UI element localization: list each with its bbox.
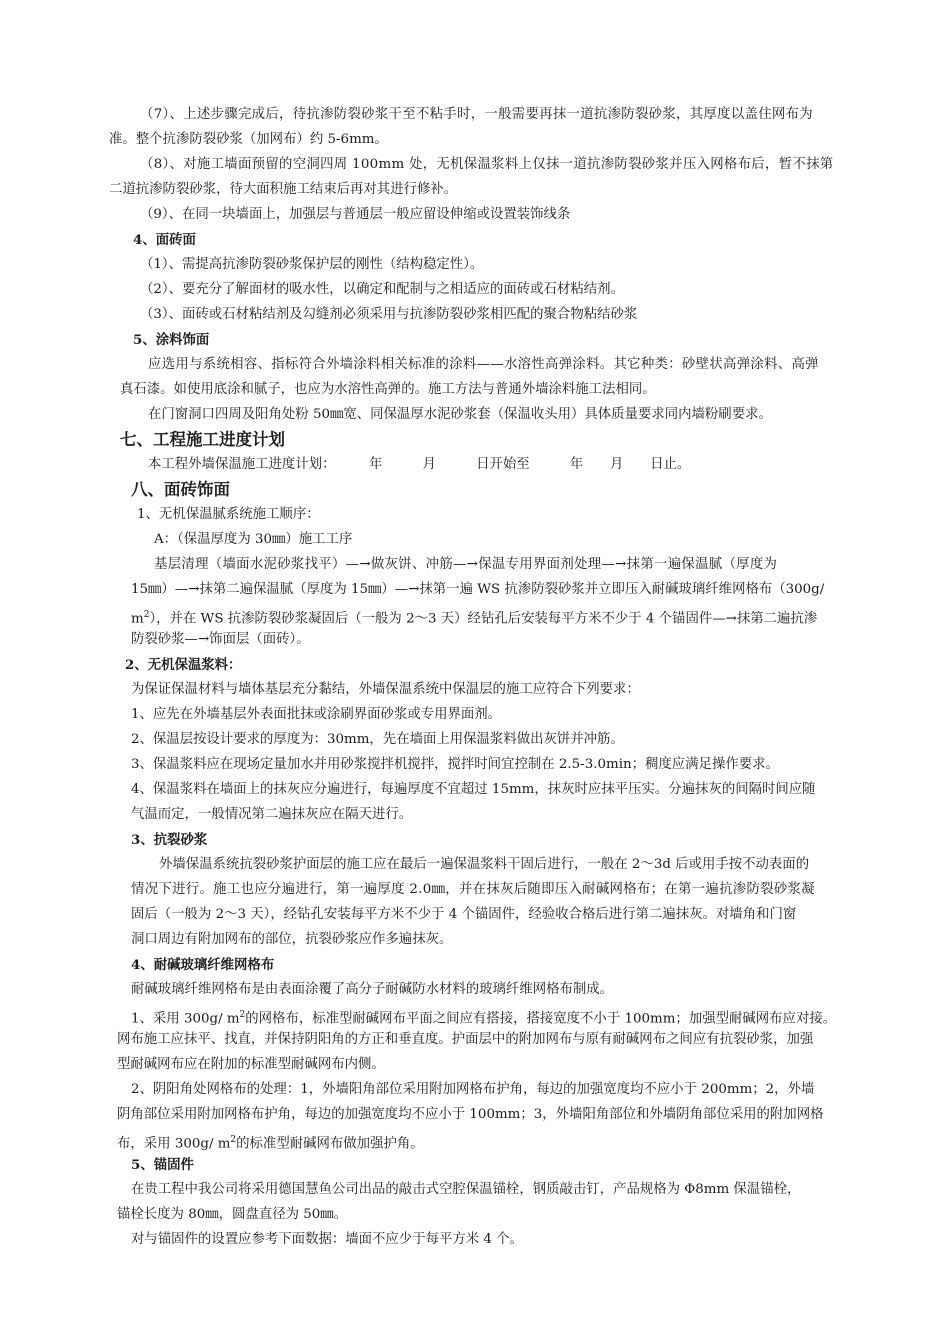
paragraph-line: （8）、对施工墙面预留的空洞四周 100mm 处，无机保温浆料上仅抹一道抗渗防裂砂浆并压入网格布后，暂不抹第	[140, 157, 834, 172]
superscript: 2	[143, 610, 150, 620]
paragraph-line: （9）、在同一块墙面上，加强层与普通层一般应留设伸缩或设置装饰线条	[140, 207, 571, 222]
paragraph-line: 防裂砂浆—→饰面层（面砖）。	[131, 632, 310, 647]
paragraph-line	[117, 1131, 424, 1153]
paragraph-line: 在门窗洞口四周及阳角处粉 50㎜宽、同保温厚水泥砂浆套（保温收头用）具体质量要求同内墙粉刷要求。	[148, 407, 772, 422]
subsection-heading: 5、锚固件	[131, 1157, 194, 1173]
paragraph-line	[131, 606, 817, 628]
paragraph-line	[131, 1006, 836, 1028]
paragraph-line: 固后（一般为 2～3 天），经钻孔安装每平方米不少于 4 个锚固件，经验收合格后进行第二遍抹灰。对墙角和门窗	[131, 907, 797, 922]
paragraph-line: 锚栓长度为 80㎜，圆盘直径为 50㎜。	[117, 1207, 348, 1222]
paragraph-line: 在贵工程中我公司将采用德国慧鱼公司出品的敲击式空腔保温锚栓，钢质敲击钉，产品规格为 Φ8mm 保温锚栓，	[131, 1182, 801, 1197]
superscript: 2	[239, 1010, 246, 1020]
text-run: 的网格布，标准型耐碱网布平面之间应有搭接，搭接宽度不小于 100mm；加强型耐碱网布应对接。	[245, 1011, 837, 1027]
paragraph-line: 洞口周边有附加网布的部位，抗裂砂浆应作多遍抹灰。	[131, 932, 453, 947]
subsection-heading: 2、无机保温浆料：	[125, 657, 242, 673]
paragraph-line: 2、保温层按设计要求的厚度为：30mm，先在墙面上用保温浆料做出灰饼并冲筋。	[131, 732, 624, 747]
paragraph-line: 真石漆。如使用底涂和腻子，也应为水溶性高弹的。施工方法与普通外墙涂料施工法相同。	[120, 382, 656, 397]
paragraph-line: （2）、要充分了解面材的吸水性，以确定和配制与之相适应的面砖或石材粘结剂。	[140, 282, 624, 297]
paragraph-line: 1、无机保温腻系统施工顺序：	[137, 507, 320, 522]
paragraph-line: 15㎜）—→抹第二遍保温腻（厚度为 15㎜）—→抹第一遍 WS 抗渗防裂砂浆并立即压入耐碱玻璃纤维网格布（300g/	[131, 582, 825, 597]
subsection-heading: 4、耐碱玻璃纤维网格布	[131, 957, 275, 973]
text-run: m	[131, 611, 144, 627]
paragraph-line: 气温而定，一般情况第二遍抹灰应在隔天进行。	[131, 807, 413, 822]
subsection-heading: 4、面砖面	[133, 232, 196, 248]
subsection-heading: 3、抗裂砂浆	[131, 832, 208, 848]
paragraph-line: A：（保温厚度为 30㎜）施工工序	[154, 532, 353, 547]
text-run: 布，采用 300g/ m	[117, 1136, 231, 1152]
paragraph-line: 型耐碱网布应在附加的标准型耐碱网布内侧。	[117, 1057, 385, 1072]
paragraph-line: 耐碱玻璃纤维网格布是由表面涂覆了高分子耐碱防水材料的玻璃纤维网格布制成。	[131, 982, 614, 997]
text-run: 的标准型耐碱网布做加强护角。	[236, 1136, 424, 1152]
paragraph-line: 准。整个抗渗防裂砂浆（加网布）约 5-6mm。	[109, 132, 388, 147]
text-run: ），并在 WS 抗渗防裂砂浆凝固后（一般为 2～3 天）经钻孔后安装每平方米不少于 4 个锚固件—→抹第二遍抗渗	[149, 611, 818, 627]
paragraph-line: 二道抗渗防裂砂浆，待大面积施工结束后再对其进行修补。	[109, 182, 458, 197]
paragraph-line: 阴角部位采用附加网格布护角，每边的加强宽度均不应小于 100mm；3，外墙阳角部位和外墙阴角部位采用的附加网格	[117, 1107, 824, 1122]
paragraph-line: （7）、上述步骤完成后，待抗渗防裂砂浆干至不粘手时，一般需要再抹一道抗渗防裂砂浆，其厚度以盖住网布为	[140, 107, 813, 122]
paragraph-line: 3、保温浆料应在现场定量加水并用砂浆搅拌机搅拌，搅拌时间宜控制在 2.5-3.0min；稠度应满足操作要求。	[131, 757, 779, 772]
section-heading: 八、面砖饰面	[131, 480, 230, 499]
paragraph-line: 外墙保温系统抗裂砂浆护面层的施工应在最后一遍保温浆料干固后进行，一般在 2～3d 后或用手按不动表面的	[159, 857, 810, 872]
paragraph-line: （1）、需提高抗渗防裂砂浆保护层的刚性（结构稳定性）。	[140, 257, 484, 272]
paragraph-line: （3）、面砖或石材粘结剂及勾缝剂必须采用与抗渗防裂砂浆相匹配的聚合物粘结砂浆	[140, 307, 638, 322]
paragraph-line: 应选用与系统相容、指标符合外墙涂料相关标准的涂料——水溶性高弹涂料。其它种类：砂壁状高弹涂料、高弹	[148, 357, 819, 372]
paragraph-line: 基层清理（墙面水泥砂浆找平）—→做灰饼、冲筋—→保温专用界面剂处理—→抹第一遍保温腻（厚度为	[154, 557, 778, 572]
paragraph-line: 2、阴阳角处网格布的处理：1，外墙阳角部位采用附加网格布护角，每边的加强宽度均不应小于 200mm；2，外墙	[131, 1082, 815, 1097]
superscript: 2	[230, 1135, 237, 1145]
paragraph-line: 网布施工应抹平、找直，并保持阴阳角的方正和垂直度。护面层中的附加网布与原有耐碱网布之间应有抗裂砂浆，加强	[117, 1032, 814, 1047]
paragraph-line: 情况下进行。施工也应分遍进行，第一遍厚度 2.0㎜，并在抹灰后随即压入耐碱网格布；在第一遍抗渗防裂砂浆凝	[131, 882, 815, 897]
paragraph-line: 对与锚固件的设置应参考下面数据：墙面不应少于每平方米 4 个。	[131, 1232, 523, 1247]
paragraph-line: 本工程外墙保温施工进度计划： 年 月 日开始至 年 月 日止。	[148, 457, 691, 472]
paragraph-line: 为保证保温材料与墙体基层充分黏结，外墙保温系统中保温层的施工应符合下列要求：	[131, 682, 640, 697]
paragraph-line: 1、应先在外墙基层外表面批抹或涂刷界面砂浆或专用界面剂。	[131, 707, 502, 722]
paragraph-line: 4、保温浆料在墙面上的抹灰应分遍进行，每遍厚度不宜超过 15mm，抹灰时应抹平压实。分遍抹灰的间隔时间应随	[131, 782, 816, 797]
text-run: 1、采用 300g/ m	[131, 1011, 240, 1027]
subsection-heading: 5、涂料饰面	[133, 332, 210, 348]
section-heading: 七、工程施工进度计划	[120, 430, 285, 449]
